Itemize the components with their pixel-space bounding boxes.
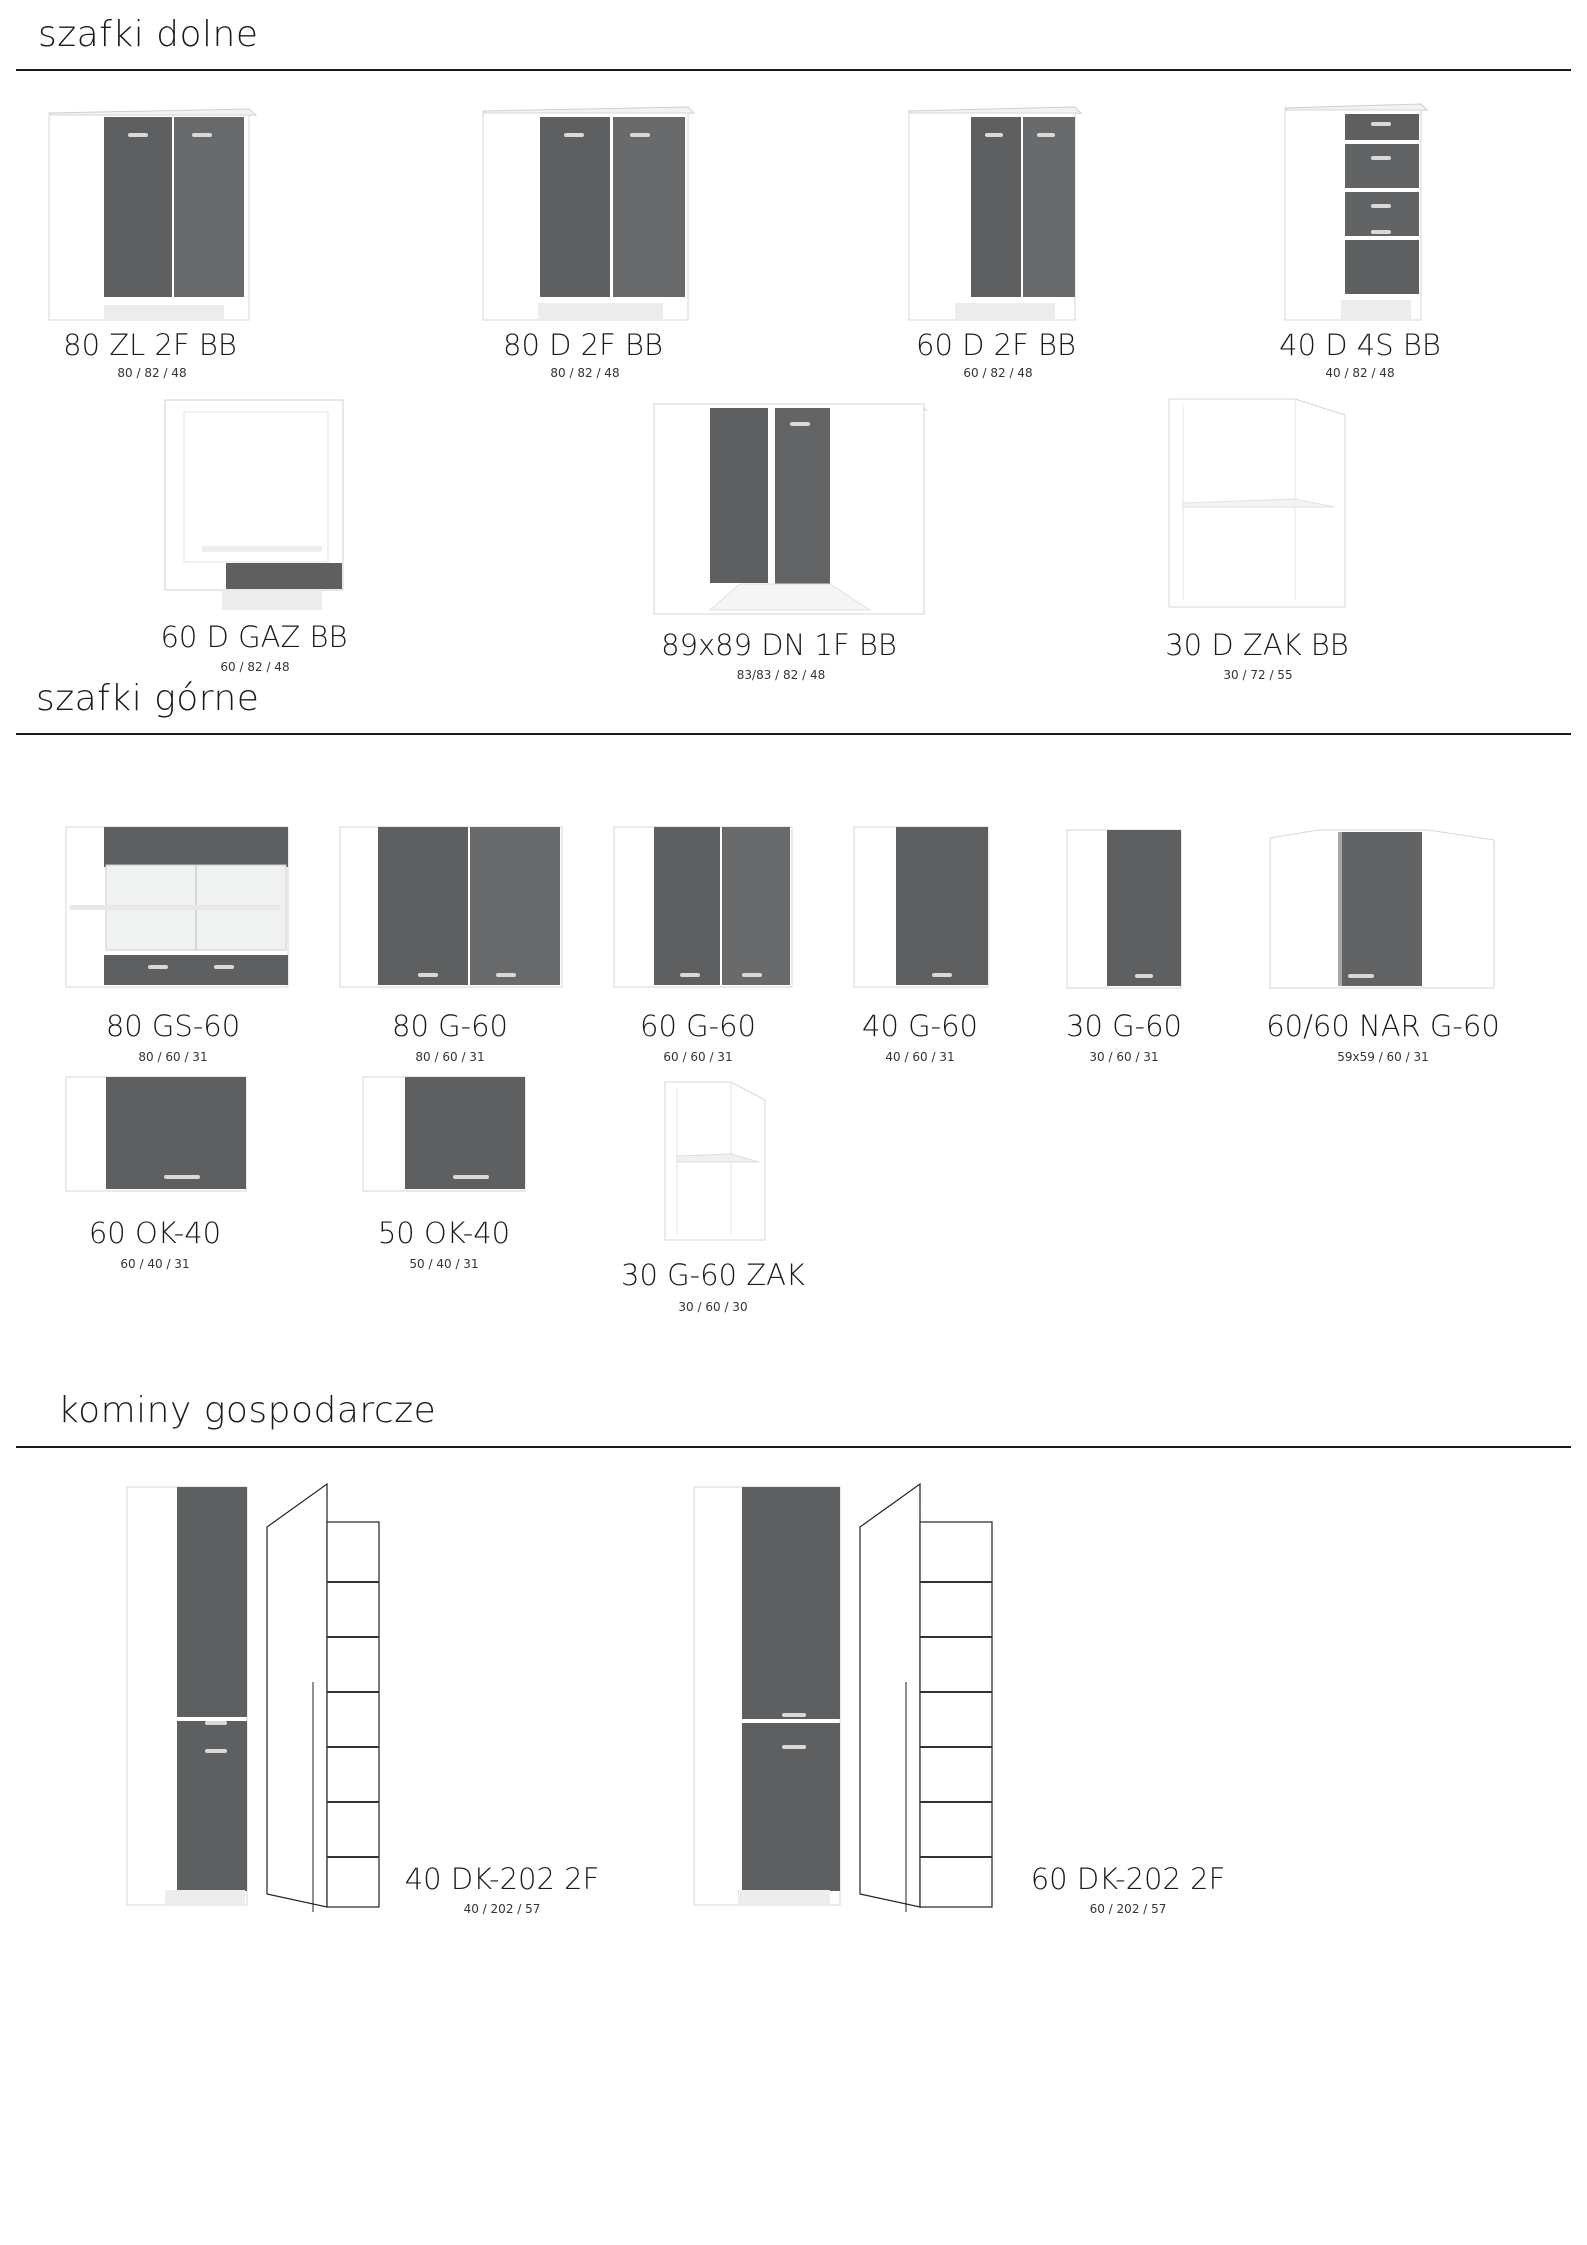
product-name: 30 G-60 [1066,1009,1182,1043]
product-dimensions: 30 / 60 / 30 [678,1300,748,1314]
cabinet-image-60-dk-202-2f-open [858,1482,998,1912]
product-dimensions: 59x59 / 60 / 31 [1337,1050,1429,1064]
product-dimensions: 80 / 60 / 31 [415,1050,485,1064]
cabinet-image-60-d-gaz-bb [162,398,347,620]
cabinet-image-60-ok-40 [64,1075,248,1193]
product-name: 89x89 DN 1F BB [661,628,897,662]
product-name: 60 G-60 [640,1009,756,1043]
cabinet-image-40-d-4s-bb [1281,100,1431,325]
section-divider [16,733,1571,735]
product-name: 40 DK-202 2F [404,1862,600,1896]
product-name: 60 DK-202 2F [1030,1862,1226,1896]
cabinet-image-30-g-60 [1065,828,1183,990]
product-dimensions: 30 / 60 / 31 [1089,1050,1159,1064]
product-dimensions: 60 / 60 / 31 [663,1050,733,1064]
section-title-upper: szafki górne [36,678,260,719]
product-name: 30 G-60 ZAK [621,1258,805,1292]
product-dimensions: 40 / 202 / 57 [463,1902,541,1916]
product-name: 80 G-60 [392,1009,508,1043]
product-name: 60/60 NAR G-60 [1266,1009,1500,1043]
product-dimensions: 83/83 / 82 / 48 [736,668,826,682]
section-title-lower: szafki dolne [38,14,259,55]
product-name: 50 OK-40 [377,1216,511,1250]
product-dimensions: 30 / 72 / 55 [1223,668,1293,682]
product-name: 40 G-60 [862,1009,978,1043]
product-dimensions: 60 / 40 / 31 [120,1257,190,1271]
cabinet-image-50-ok-40 [361,1075,527,1193]
cabinet-image-40-g-60 [852,825,992,990]
product-dimensions: 60 / 82 / 48 [220,660,290,674]
cabinet-image-80-zl-2f-bb [44,105,259,325]
product-dimensions: 50 / 40 / 31 [409,1257,479,1271]
cabinet-image-89x89-dn-1f-bb [650,398,930,620]
cabinet-image-30-g-60-zak [661,1078,769,1243]
product-dimensions: 60 / 82 / 48 [963,366,1033,380]
cabinet-image-80-g-60 [338,825,564,990]
product-dimensions: 40 / 60 / 31 [885,1050,955,1064]
section-title-tall: kominy gospodarcze [58,1390,437,1431]
product-name: 60 D GAZ BB [160,620,348,654]
cabinet-image-60-60-nar-g-60 [1268,828,1498,990]
cabinet-image-80-gs-60 [64,825,290,990]
product-dimensions: 80 / 82 / 48 [117,366,187,380]
cabinet-image-60-g-60 [612,825,794,990]
cabinet-image-30-d-zak-bb [1165,395,1350,610]
product-name: 40 D 4S BB [1279,328,1441,362]
product-name: 60 OK-40 [88,1216,222,1250]
product-dimensions: 80 / 82 / 48 [550,366,620,380]
product-name: 60 D 2F BB [916,328,1076,362]
section-divider [16,1446,1571,1448]
product-name: 80 GS-60 [105,1009,241,1043]
cabinet-image-40-dk-202-2f-open [265,1482,385,1912]
cabinet-image-60-d-2f-bb [905,103,1085,325]
cabinet-image-60-dk-202-2f-closed [692,1485,844,1910]
product-dimensions: 40 / 82 / 48 [1325,366,1395,380]
section-divider [16,69,1571,71]
cabinet-image-80-d-2f-bb [478,103,698,325]
product-name: 30 D ZAK BB [1165,628,1349,662]
cabinet-image-40-dk-202-2f-closed [125,1485,250,1910]
product-dimensions: 60 / 202 / 57 [1089,1902,1167,1916]
product-name: 80 ZL 2F BB [63,328,237,362]
product-name: 80 D 2F BB [503,328,663,362]
product-dimensions: 80 / 60 / 31 [138,1050,208,1064]
